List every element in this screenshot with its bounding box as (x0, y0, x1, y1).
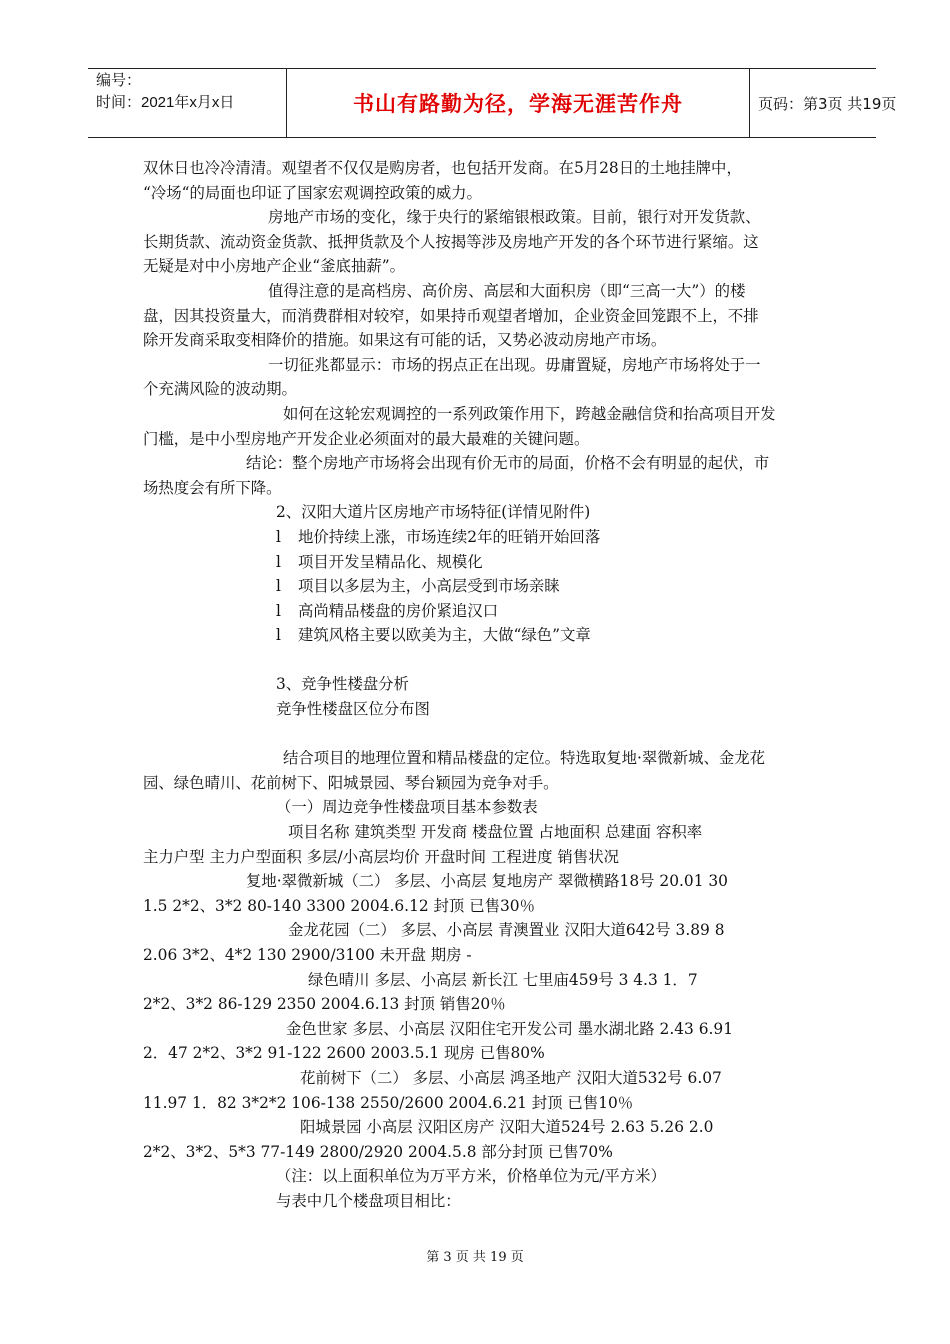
conclusion-line: 场热度会有所下降。 (143, 478, 282, 497)
bullet-marker: l (276, 577, 281, 596)
spacer (143, 722, 823, 747)
document-time-label: 时间：2021年x月x日 (96, 94, 235, 111)
list-item-text: 项目开发呈精品化、规模化 (298, 552, 483, 571)
page-header (88, 68, 897, 138)
list-item (143, 599, 823, 624)
list-item-text: 项目以多层为主，小高层受到市场亲睐 (298, 577, 560, 596)
list-item-text: 地价持续上涨，市场连续2年的旺销开始回落 (298, 527, 601, 546)
table-row-line: 2*2、3*2、5*3 77-149 2800/2920 2004.5.8 部分封顶 已售70% (143, 1142, 613, 1161)
header-page-label: 页码：第3页 共19页 (758, 94, 897, 113)
map-title: 竞争性楼盘区位分布图 (276, 700, 430, 719)
paragraph-line: 盘，因其投资量大，而消费群相对较窄，如果持币观望者增加，企业资金回笼跟不上，不排 (143, 306, 759, 325)
list-item (143, 525, 823, 550)
paragraph-line: 无疑是对中小房地产企业“釜底抽薪”。 (143, 257, 405, 276)
document-number-label: 编号： (96, 72, 142, 89)
table-row-line: 11.97 1．82 3*2*2 106-138 2550/2600 2004.6.21 封顶 已售10％ (143, 1093, 634, 1112)
document-body (143, 156, 823, 1214)
section-3-title: 3、竞争性楼盘分析 (276, 675, 409, 694)
paragraph-line: 结合项目的地理位置和精品楼盘的定位。特选取复地·翠微新城、金龙花 (283, 749, 766, 768)
table-row-line: 1.5 2*2、3*2 80-140 3300 2004.6.12 封顶 已售30％ (143, 896, 535, 915)
paragraph-line: 双休日也冷冷清清。观望者不仅仅是购房者，也包括开发商。在5月28日的土地挂牌中， (143, 159, 742, 177)
bullet-marker: l (276, 552, 281, 571)
table-row-line: 2*2、3*2 86-129 2350 2004.6.13 封顶 销售20％ (143, 995, 506, 1014)
paragraph-line: 房地产市场的变化，缘于央行的紧缩银根政策。目前，银行对开发货款、 (268, 208, 761, 227)
spacer (143, 648, 823, 673)
comparison-intro: 与表中几个楼盘项目相比： (276, 1191, 461, 1210)
header-meta (88, 69, 286, 137)
paragraph-line: 园、绿色晴川、花前树下、阳城景园、琴台颖园为竞争对手。 (143, 773, 559, 792)
bullet-marker: l (276, 626, 281, 645)
page-footer: 第 3 页 共 19 页 (426, 1250, 524, 1265)
table-title: （一）周边竞争性楼盘项目基本参数表 (276, 798, 538, 817)
list-item-text: 高尚精品楼盘的房价紧追汉口 (298, 601, 499, 620)
conclusion-line: 结论：整个房地产市场将会出现有价无市的局面，价格不会有明显的起伏，市 (246, 454, 770, 473)
table-row-line: 金龙花园（二） 多层、小高层 青澳置业 汉阳大道642号 3.89 8 (288, 921, 725, 940)
table-row-line: 金色世家 多层、小高层 汉阳住宅开发公司 墨水湖北路 2.43 6.91 (286, 1019, 733, 1038)
paragraph-line: 个充满风险的波动期。 (143, 380, 297, 399)
list-item-text: 建筑风格主要以欧美为主，大做“绿色”文章 (298, 626, 591, 645)
list-item (143, 623, 823, 648)
list-item (143, 574, 823, 599)
table-row-line: 花前树下（二） 多层、小高层 鸿圣地产 汉阳大道532号 6.07 (300, 1068, 722, 1087)
table-header-line: 项目名称 建筑类型 开发商 楼盘位置 占地面积 总建面 容积率 (288, 823, 703, 842)
list-item (143, 550, 823, 575)
bullet-marker: l (276, 527, 281, 546)
table-row-line: 绿色晴川 多层、小高层 新长江 七里庙459号 3 4.3 1．7 (308, 970, 698, 989)
paragraph-line: 值得注意的是高档房、高价房、高层和大面积房（即“三高一大”）的楼 (268, 281, 746, 300)
table-row-line: 阳城景园 小高层 汉阳区房产 汉阳大道524号 2.63 5.26 2.0 (300, 1118, 714, 1137)
section-2-title: 2、汉阳大道片区房地产市场特征(详情见附件) (276, 503, 591, 522)
table-header-line: 主力户型 主力户型面积 多层/小高层均价 开盘时间 工程进度 销售状况 (143, 847, 619, 866)
table-row-line: 2.06 3*2、4*2 130 2900/3100 未开盘 期房 - (143, 946, 472, 964)
paragraph-line: 门槛，是中小型房地产开发企业必须面对的最大最难的关键问题。 (143, 429, 590, 448)
bullet-marker: l (276, 601, 281, 620)
table-row-line: 复地·翠微新城（二） 多层、小高层 复地房产 翠微横路18号 20.01 30 (246, 872, 728, 891)
paragraph-line: 一切征兆都显示：市场的拐点正在出现。毋庸置疑，房地产市场将处于一 (268, 355, 761, 374)
paragraph-line: 除开发商采取变相降价的措施。如果这有可能的话，又势必波动房地产市场。 (143, 331, 667, 350)
paragraph-line: 如何在这轮宏观调控的一系列政策作用下，跨越金融信贷和抬高项目开发 (283, 404, 776, 423)
table-note: （注：以上面积单位为万平方米，价格单位为元/平方米） (276, 1167, 666, 1186)
table-row-line: 2．47 2*2、3*2 91-122 2600 2003.5.1 现房 已售80% (143, 1044, 545, 1063)
header-motto: 书山有路勤为径，学海无涯苦作舟 (286, 69, 750, 137)
paragraph-line: 长期货款、流动资金货款、抵押货款及个人按揭等涉及房地产开发的各个环节进行紧缩。这 (143, 232, 759, 251)
paragraph-line: “冷场“的局面也印证了国家宏观调控政策的威力。 (143, 183, 482, 202)
